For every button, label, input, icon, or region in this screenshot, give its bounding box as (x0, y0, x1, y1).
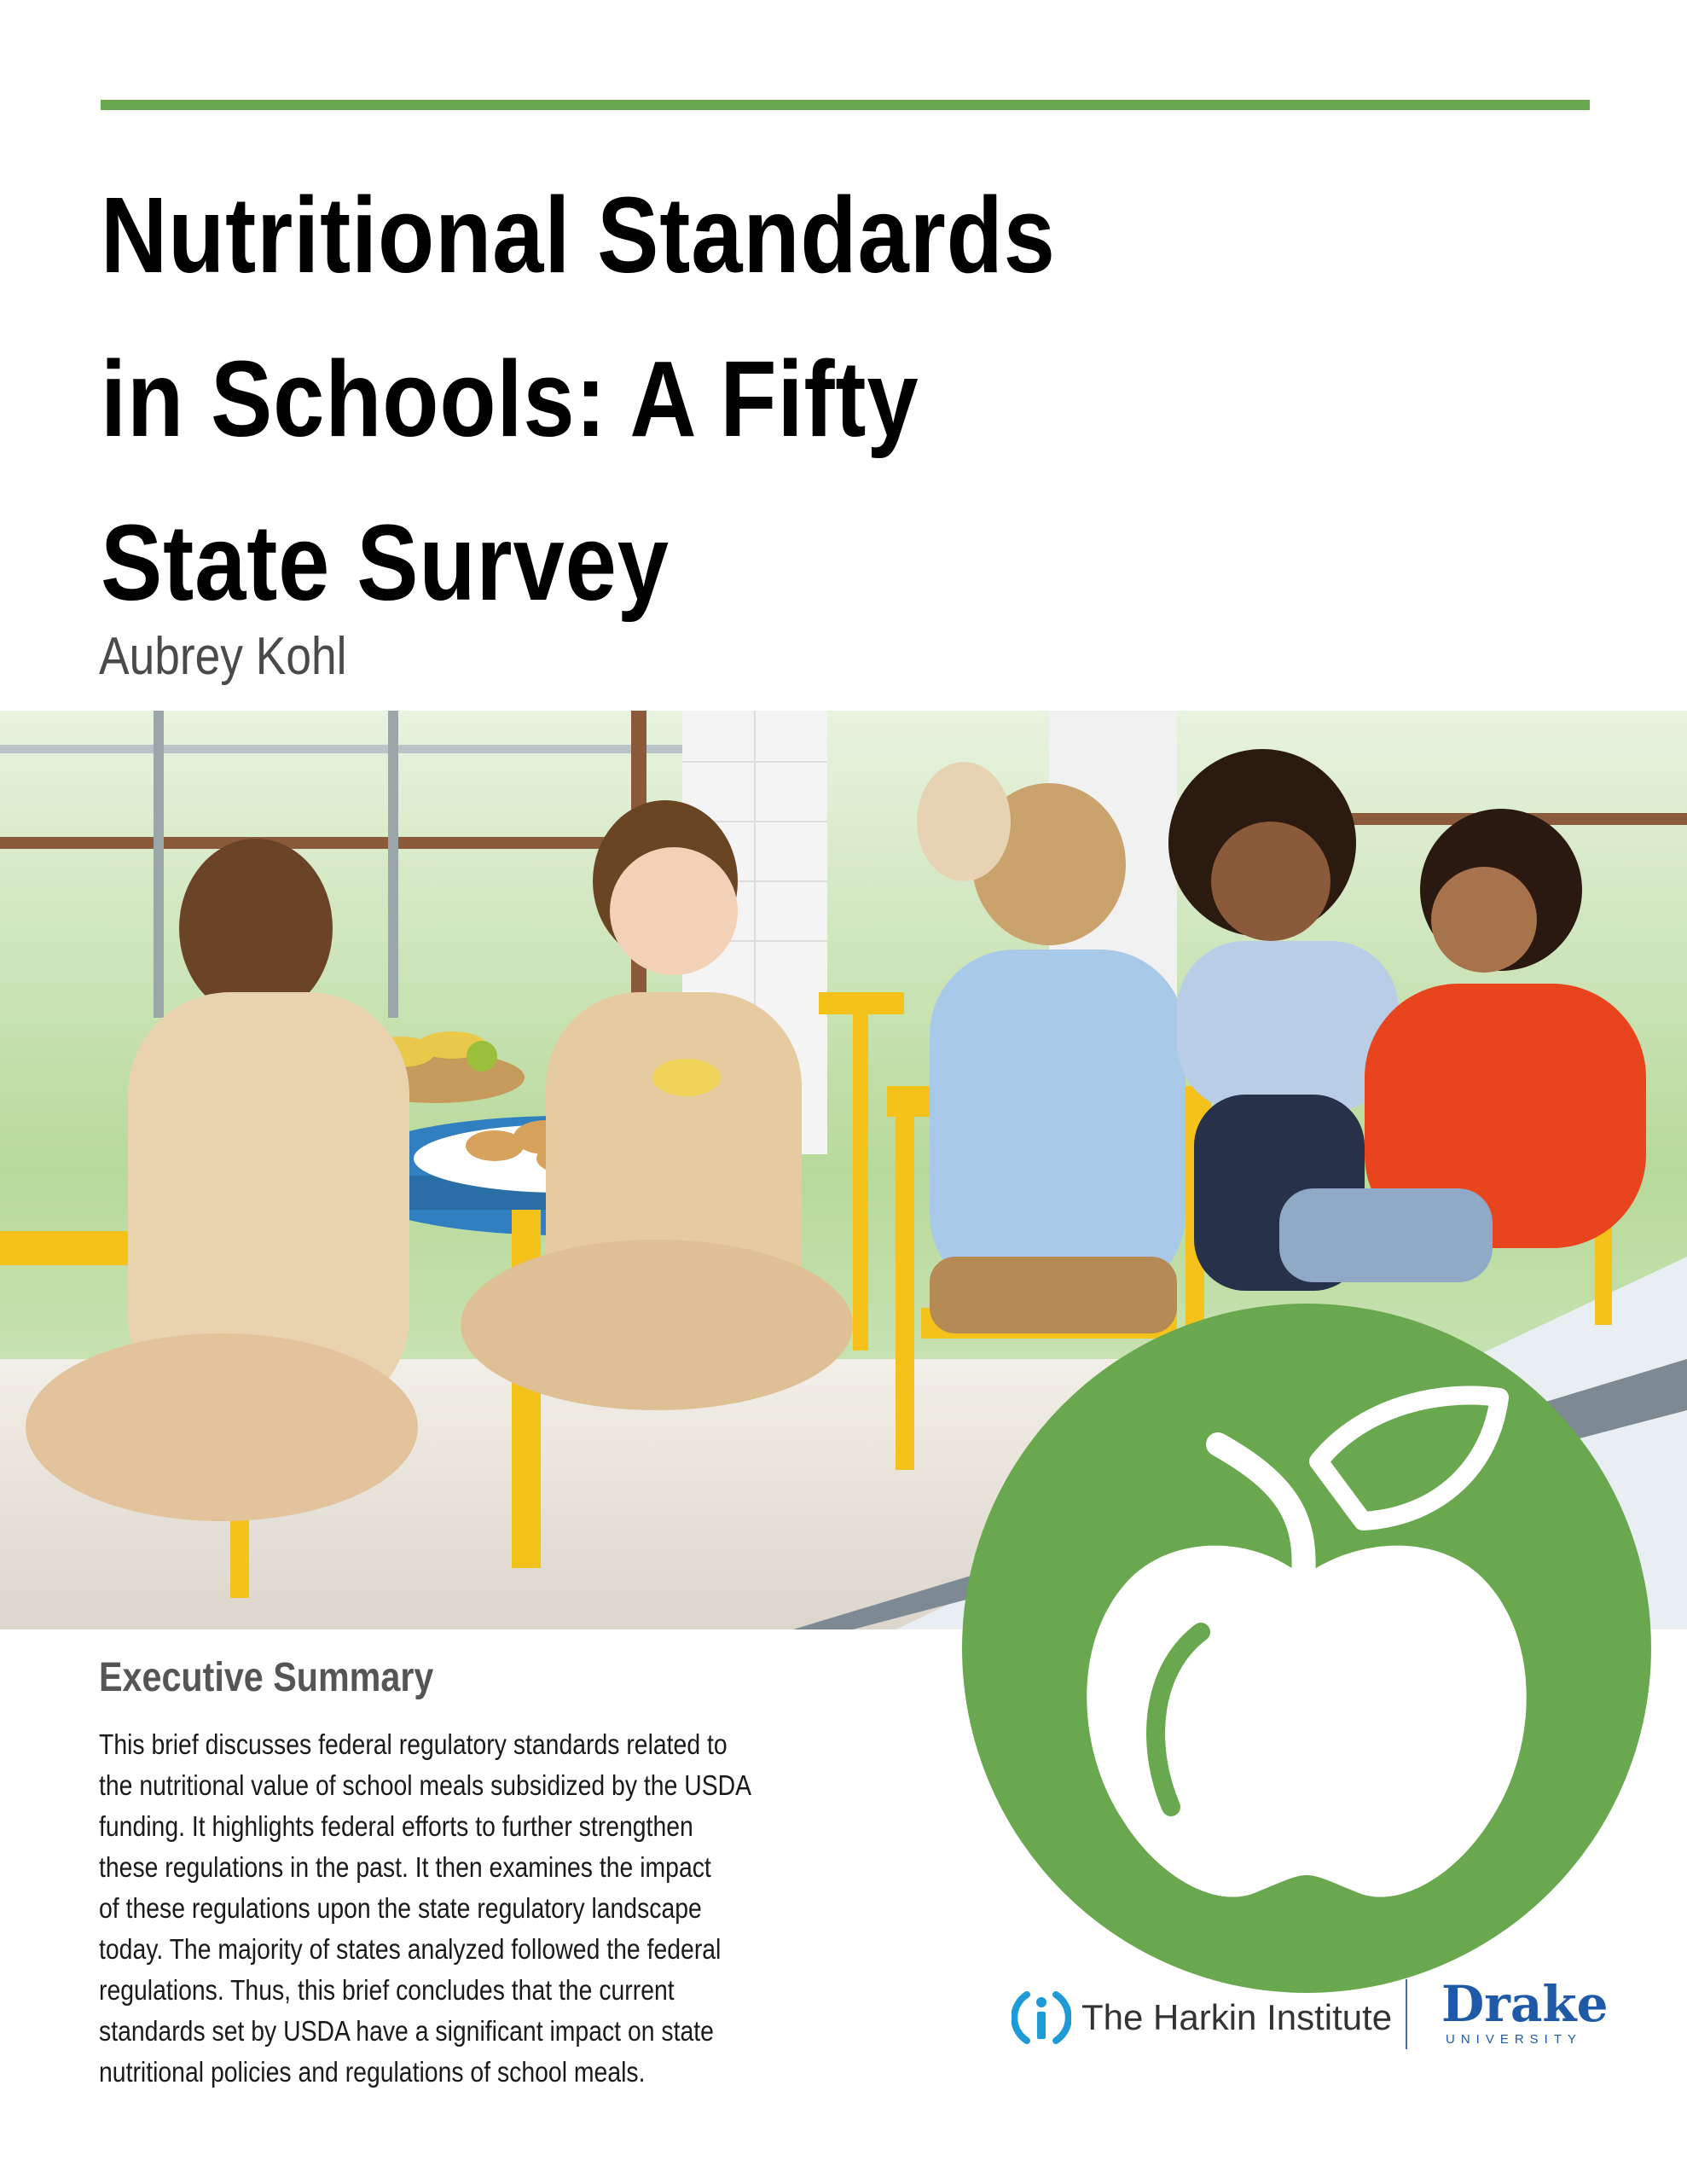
apple-badge (962, 1304, 1651, 1993)
summary-line: funding. It highlights federal efforts to further strengthen (99, 1810, 693, 1842)
executive-summary-heading: Executive Summary (99, 1655, 434, 1700)
drake-university-logo (1441, 1975, 1609, 2054)
title-line-1: Nutritional Standards (101, 175, 1056, 295)
apple-icon (962, 1304, 1651, 1993)
executive-summary-text (99, 1724, 796, 2093)
summary-line: regulations. Thus, this brief concludes that the current (99, 1974, 675, 2006)
logo-divider (1406, 1979, 1407, 2049)
drake-university-subtitle: UNIVERSITY (1445, 2032, 1582, 2047)
summary-line: This brief discusses federal regulatory standards related to (99, 1728, 728, 1760)
summary-line: these regulations in the past. It then examines the impact (99, 1851, 711, 1883)
summary-line: standards set by USDA have a significant impact on state (99, 2015, 714, 2047)
author-name: Aubrey Kohl (99, 627, 347, 686)
harkin-institute-logo (1012, 1984, 1392, 2052)
summary-line: of these regulations upon the state regulatory landscape (99, 1892, 702, 1924)
title-line-3: State Survey (101, 502, 670, 623)
summary-line: the nutritional value of school meals subsidized by the USDA (99, 1769, 752, 1801)
drake-wordmark: Drake (1441, 1975, 1609, 2033)
page-title (101, 154, 1274, 645)
top-accent-rule (101, 100, 1590, 110)
title-line-2: in Schools: A Fifty (101, 339, 919, 459)
summary-line: nutritional policies and regulations of school meals. (99, 2056, 646, 2088)
summary-line: today. The majority of states analyzed followed the federal (99, 1933, 722, 1965)
harkin-institute-logo-icon (1012, 1988, 1071, 2048)
harkin-institute-name: The Harkin Institute (1081, 1997, 1393, 2037)
